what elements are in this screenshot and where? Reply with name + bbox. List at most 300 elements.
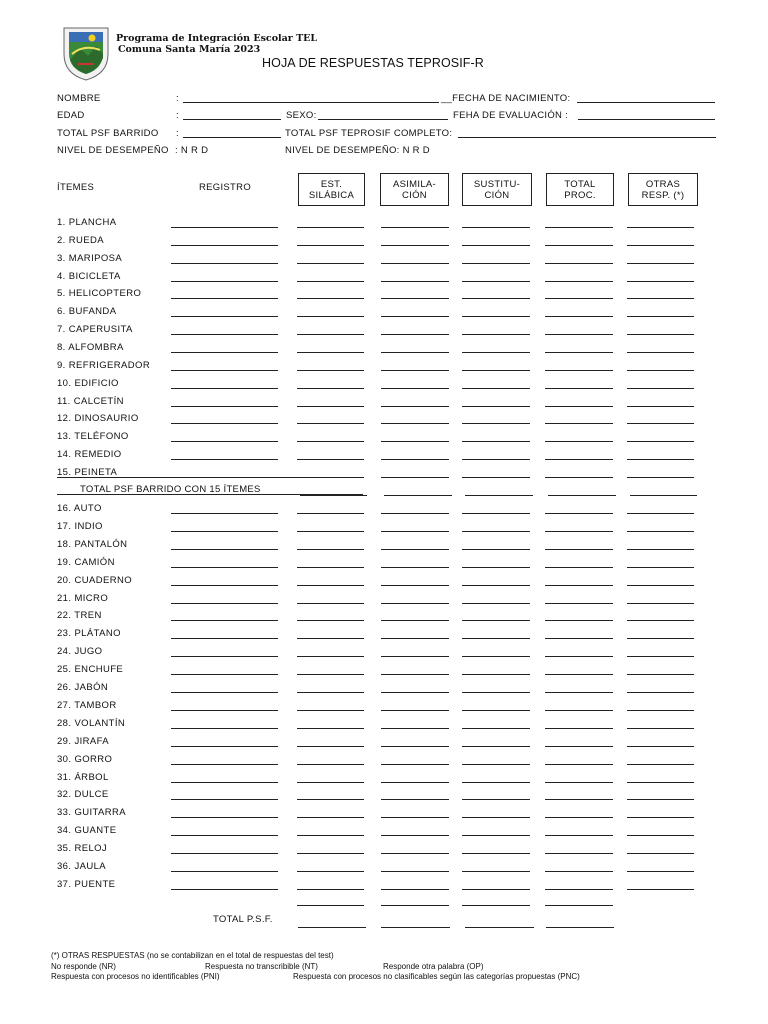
footer-pnc: Respuesta con procesos no clasificables según las categorías propuestas (PNC): [293, 972, 580, 981]
total-psf-field[interactable]: [381, 927, 450, 928]
score-field[interactable]: [297, 656, 364, 657]
score-field[interactable]: [297, 477, 364, 478]
score-field[interactable]: [462, 513, 530, 514]
score-field[interactable]: [381, 370, 449, 371]
score-field[interactable]: [381, 281, 449, 282]
score-field[interactable]: [545, 549, 613, 550]
item-label: 16. AUTO: [57, 503, 102, 514]
item-label: 17. INDIO: [57, 521, 103, 532]
score-field[interactable]: [381, 782, 449, 783]
score-field[interactable]: [381, 477, 449, 478]
subtotal-field[interactable]: [548, 495, 616, 496]
subtotal-field[interactable]: [384, 495, 452, 496]
score-field[interactable]: [297, 567, 364, 568]
score-field[interactable]: [627, 567, 694, 568]
col-sustitucion: [462, 173, 532, 206]
score-field[interactable]: [381, 334, 449, 335]
item-label: 12. DINOSAURIO: [57, 413, 139, 424]
score-field[interactable]: [381, 853, 449, 854]
score-field[interactable]: [297, 316, 364, 317]
registro-field[interactable]: [171, 603, 278, 604]
footer-nt: Respuesta no transcribible (NT): [205, 962, 318, 971]
col-otras-label: OTRAS RESP. (*): [641, 179, 685, 201]
edad-field[interactable]: [183, 119, 281, 120]
registro-field[interactable]: [171, 585, 278, 586]
registro-field[interactable]: [171, 853, 278, 854]
score-field[interactable]: [462, 603, 530, 604]
score-field[interactable]: [381, 585, 449, 586]
score-field[interactable]: [297, 263, 364, 264]
score-field[interactable]: [545, 531, 613, 532]
score-field[interactable]: [381, 638, 449, 639]
score-field[interactable]: [545, 441, 613, 442]
score-field[interactable]: [545, 638, 613, 639]
item-label: 26. JABÓN: [57, 682, 109, 693]
score-field[interactable]: [297, 853, 364, 854]
score-field[interactable]: [627, 281, 694, 282]
score-field[interactable]: [297, 441, 364, 442]
score-field[interactable]: [462, 728, 530, 729]
item-label: 29. JIRAFA: [57, 736, 110, 747]
subtotal-underline: [57, 494, 363, 495]
item-label: 21. MICRO: [57, 593, 109, 604]
item-label: 8. ALFOMBRA: [57, 342, 124, 353]
score-field[interactable]: [462, 835, 530, 836]
score-field[interactable]: [381, 746, 449, 747]
score-field[interactable]: [545, 905, 613, 906]
label-sexo: SEXO:: [286, 110, 317, 121]
score-field[interactable]: [627, 889, 694, 890]
score-field[interactable]: [627, 853, 694, 854]
score-field[interactable]: [627, 674, 694, 675]
registro-field[interactable]: [171, 352, 278, 353]
item-label: 25. ENCHUFE: [57, 664, 124, 675]
score-field[interactable]: [297, 459, 364, 460]
registro-field[interactable]: [171, 423, 278, 424]
score-field[interactable]: [297, 531, 364, 532]
item-label: 2. RUEDA: [57, 235, 105, 246]
score-field[interactable]: [462, 782, 530, 783]
nombre-field[interactable]: [183, 102, 439, 103]
score-field[interactable]: [627, 799, 694, 800]
score-field[interactable]: [462, 388, 530, 389]
registro-field[interactable]: [171, 728, 278, 729]
score-field[interactable]: [381, 905, 449, 906]
score-field[interactable]: [627, 388, 694, 389]
score-field[interactable]: [381, 423, 449, 424]
score-field[interactable]: [627, 513, 694, 514]
registro-field[interactable]: [171, 799, 278, 800]
registro-field[interactable]: [171, 227, 278, 228]
total-psf-field[interactable]: [298, 927, 366, 928]
score-field[interactable]: [627, 441, 694, 442]
score-field[interactable]: [545, 889, 613, 890]
score-field[interactable]: [627, 692, 694, 693]
registro-field[interactable]: [171, 567, 278, 568]
score-field[interactable]: [297, 227, 364, 228]
score-field[interactable]: [545, 692, 613, 693]
score-field[interactable]: [462, 710, 530, 711]
score-field[interactable]: [297, 549, 364, 550]
score-field[interactable]: [297, 298, 364, 299]
item-label: 6. BUFANDA: [57, 306, 117, 317]
item-label: 23. PLÁTANO: [57, 628, 121, 639]
item-label: 13. TELÉFONO: [57, 431, 129, 442]
score-field[interactable]: [627, 782, 694, 783]
score-field[interactable]: [627, 728, 694, 729]
score-field[interactable]: [381, 603, 449, 604]
fecha-nacimiento-field[interactable]: [577, 102, 715, 103]
score-field[interactable]: [545, 853, 613, 854]
score-field[interactable]: [545, 459, 613, 460]
score-field[interactable]: [381, 835, 449, 836]
score-field[interactable]: [545, 298, 613, 299]
score-field[interactable]: [627, 370, 694, 371]
score-field[interactable]: [297, 352, 364, 353]
score-field[interactable]: [545, 799, 613, 800]
score-field[interactable]: [297, 245, 364, 246]
registro-field[interactable]: [171, 263, 278, 264]
score-field[interactable]: [381, 441, 449, 442]
score-field[interactable]: [545, 370, 613, 371]
score-field[interactable]: [297, 817, 364, 818]
score-field[interactable]: [545, 835, 613, 836]
subtotal-field[interactable]: [300, 495, 367, 496]
score-field[interactable]: [627, 835, 694, 836]
label-total-psf-barrido: TOTAL PSF BARRIDO: [57, 128, 159, 139]
item-label: 24. JUGO: [57, 646, 103, 657]
score-field[interactable]: [381, 567, 449, 568]
score-field[interactable]: [462, 656, 530, 657]
score-field[interactable]: [545, 477, 613, 478]
score-field[interactable]: [462, 638, 530, 639]
program-name: [116, 33, 317, 55]
item-label: 18. PANTALÓN: [57, 539, 128, 550]
score-field[interactable]: [627, 620, 694, 621]
score-field[interactable]: [381, 388, 449, 389]
score-field[interactable]: [462, 370, 530, 371]
total-psf-field[interactable]: [546, 927, 614, 928]
item-label: 33. GUITARRA: [57, 807, 127, 818]
score-field[interactable]: [462, 441, 530, 442]
col-est-label: EST. SILÁBICA: [308, 179, 355, 201]
registro-field[interactable]: [171, 370, 278, 371]
registro-field[interactable]: [171, 531, 278, 532]
score-field[interactable]: [627, 298, 694, 299]
score-field[interactable]: [462, 905, 530, 906]
score-field[interactable]: [297, 710, 364, 711]
score-field[interactable]: [462, 316, 530, 317]
registro-field[interactable]: [171, 889, 278, 890]
registro-field[interactable]: [171, 388, 278, 389]
score-field[interactable]: [627, 531, 694, 532]
score-field[interactable]: [462, 692, 530, 693]
item-label: 11. CALCETÍN: [57, 396, 124, 407]
item-label: 30. GORRO: [57, 754, 113, 765]
item-label: 14. REMEDIO: [57, 449, 122, 460]
score-field[interactable]: [462, 871, 530, 872]
score-field[interactable]: [545, 817, 613, 818]
score-field[interactable]: [297, 513, 364, 514]
score-field[interactable]: [297, 871, 364, 872]
score-field[interactable]: [381, 227, 449, 228]
label-fecha-evaluacion: FEHA DE EVALUACIÓN :: [453, 110, 569, 121]
registro-field[interactable]: [171, 692, 278, 693]
score-field[interactable]: [545, 334, 613, 335]
footer-nr: No responde (NR): [51, 962, 116, 971]
score-field[interactable]: [381, 352, 449, 353]
registro-field[interactable]: [171, 441, 278, 442]
score-field[interactable]: [627, 638, 694, 639]
registro-field[interactable]: [171, 316, 278, 317]
score-field[interactable]: [297, 334, 364, 335]
item-label: 22. TREN: [57, 610, 102, 621]
page-title: HOJA DE RESPUESTAS TEPROSIF-R: [262, 56, 484, 70]
item-label: 9. REFRIGERADOR: [57, 360, 151, 371]
label-nivel-desempeno-2: NIVEL DE DESEMPEÑO: N R D: [285, 145, 430, 156]
score-field[interactable]: [297, 406, 364, 407]
score-field[interactable]: [545, 263, 613, 264]
score-field[interactable]: [545, 423, 613, 424]
score-field[interactable]: [462, 477, 530, 478]
score-field[interactable]: [545, 620, 613, 621]
label-nivel-desempeno: NIVEL DE DESEMPEÑO: [57, 145, 169, 156]
score-field[interactable]: [462, 298, 530, 299]
score-field[interactable]: [627, 334, 694, 335]
score-field[interactable]: [462, 459, 530, 460]
score-field[interactable]: [462, 746, 530, 747]
score-field[interactable]: [297, 370, 364, 371]
registro-field[interactable]: [171, 406, 278, 407]
label-total-psf-completo: TOTAL PSF TEPROSIF COMPLETO:: [285, 128, 453, 139]
score-field[interactable]: [381, 316, 449, 317]
item-label: 32. DULCE: [57, 789, 109, 800]
item-label: 10. EDIFICIO: [57, 378, 119, 389]
score-field[interactable]: [462, 406, 530, 407]
score-field[interactable]: [627, 764, 694, 765]
score-field[interactable]: [381, 728, 449, 729]
registro-field[interactable]: [171, 281, 278, 282]
registro-field[interactable]: [171, 459, 278, 460]
score-field[interactable]: [297, 764, 364, 765]
score-field[interactable]: [627, 656, 694, 657]
registro-field[interactable]: [171, 817, 278, 818]
score-field[interactable]: [297, 638, 364, 639]
score-field[interactable]: [462, 674, 530, 675]
score-field[interactable]: [545, 746, 613, 747]
score-field[interactable]: [627, 477, 694, 478]
registro-field[interactable]: [171, 620, 278, 621]
col-sust-label: SUSTITU- CIÓN: [473, 179, 521, 201]
score-field[interactable]: [545, 728, 613, 729]
score-field[interactable]: [381, 656, 449, 657]
score-field[interactable]: [545, 567, 613, 568]
score-field[interactable]: [627, 352, 694, 353]
score-field[interactable]: [381, 889, 449, 890]
score-field[interactable]: [627, 549, 694, 550]
score-field[interactable]: [297, 692, 364, 693]
registro-field[interactable]: [171, 764, 278, 765]
col-asimilacion: [380, 173, 449, 206]
registro-field[interactable]: [171, 871, 278, 872]
label-fecha-nacimiento: __FECHA DE NACIMIENTO:: [441, 93, 571, 104]
score-field[interactable]: [627, 710, 694, 711]
score-field[interactable]: [462, 567, 530, 568]
col-registro: REGISTRO: [199, 182, 252, 193]
score-field[interactable]: [545, 656, 613, 657]
score-field[interactable]: [462, 585, 530, 586]
registro-field[interactable]: [171, 549, 278, 550]
score-field[interactable]: [297, 603, 364, 604]
score-field[interactable]: [627, 423, 694, 424]
score-field[interactable]: [381, 871, 449, 872]
footer-pni: Respuesta con procesos no identificables (PNI): [51, 972, 220, 981]
score-field[interactable]: [297, 674, 364, 675]
score-field[interactable]: [545, 316, 613, 317]
score-field[interactable]: [627, 245, 694, 246]
score-field[interactable]: [462, 334, 530, 335]
score-field[interactable]: [627, 227, 694, 228]
registro-field[interactable]: [171, 746, 278, 747]
score-field[interactable]: [462, 227, 530, 228]
program-line: Programa de Integración Escolar TEL: [116, 33, 318, 44]
score-field[interactable]: [462, 245, 530, 246]
score-field[interactable]: [545, 388, 613, 389]
score-field[interactable]: [381, 710, 449, 711]
score-field[interactable]: [627, 406, 694, 407]
item-label: 34. GUANTE: [57, 825, 117, 836]
fecha-evaluacion-field[interactable]: [578, 119, 715, 120]
item-label: 35. RELOJ: [57, 843, 108, 854]
registro-field[interactable]: [171, 656, 278, 657]
comuna-line: Comuna Santa María 2023: [118, 44, 261, 55]
score-field[interactable]: [297, 423, 364, 424]
item-label: 37. PUENTE: [57, 879, 116, 890]
subtotal-field[interactable]: [630, 495, 697, 496]
score-field[interactable]: [627, 316, 694, 317]
item-label: 5. HELICOPTERO: [57, 288, 142, 299]
score-field[interactable]: [545, 227, 613, 228]
score-field[interactable]: [545, 674, 613, 675]
score-field[interactable]: [297, 281, 364, 282]
item-label: 20. CUADERNO: [57, 575, 133, 586]
score-field[interactable]: [381, 764, 449, 765]
score-field[interactable]: [545, 513, 613, 514]
registro-field[interactable]: [171, 782, 278, 783]
score-field[interactable]: [462, 817, 530, 818]
score-field[interactable]: [462, 423, 530, 424]
score-field[interactable]: [381, 513, 449, 514]
score-field[interactable]: [297, 835, 364, 836]
score-field[interactable]: [297, 799, 364, 800]
score-field[interactable]: [627, 585, 694, 586]
total-psf-completo-field[interactable]: [458, 137, 716, 138]
col-items: ÍTEMES: [57, 182, 95, 193]
score-field[interactable]: [545, 406, 613, 407]
score-field[interactable]: [627, 263, 694, 264]
score-field[interactable]: [545, 871, 613, 872]
total-psf-field[interactable]: [465, 927, 534, 928]
score-field[interactable]: [297, 905, 364, 906]
registro-field[interactable]: [171, 513, 278, 514]
score-field[interactable]: [381, 674, 449, 675]
registro-field[interactable]: [171, 334, 278, 335]
registro-field[interactable]: [171, 245, 278, 246]
total-psf-barrido-field[interactable]: [183, 137, 281, 138]
score-field[interactable]: [462, 263, 530, 264]
score-field[interactable]: [381, 263, 449, 264]
score-field[interactable]: [462, 281, 530, 282]
footer-note: (*) OTRAS RESPUESTAS (no se contabilizan en el total de respuestas del test): [51, 951, 334, 960]
score-field[interactable]: [381, 406, 449, 407]
score-field[interactable]: [627, 817, 694, 818]
score-field[interactable]: [462, 620, 530, 621]
registro-field[interactable]: [171, 710, 278, 711]
registro-field[interactable]: [171, 638, 278, 639]
score-field[interactable]: [545, 710, 613, 711]
item-label: 31. ÁRBOL: [57, 772, 109, 783]
score-field[interactable]: [381, 692, 449, 693]
score-field[interactable]: [545, 603, 613, 604]
score-field[interactable]: [297, 728, 364, 729]
score-field[interactable]: [381, 459, 449, 460]
score-field[interactable]: [381, 620, 449, 621]
score-field[interactable]: [381, 799, 449, 800]
score-field[interactable]: [462, 352, 530, 353]
score-field[interactable]: [297, 889, 364, 890]
score-field[interactable]: [381, 245, 449, 246]
score-field[interactable]: [627, 871, 694, 872]
subtotal-field[interactable]: [465, 495, 533, 496]
registro-field[interactable]: [171, 298, 278, 299]
sexo-field[interactable]: [318, 119, 448, 120]
score-field[interactable]: [381, 817, 449, 818]
col-asim-label: ASIMILA- CIÓN: [392, 179, 437, 201]
item-label: 3. MARIPOSA: [57, 253, 123, 264]
score-field[interactable]: [297, 388, 364, 389]
score-field[interactable]: [545, 764, 613, 765]
score-field[interactable]: [627, 746, 694, 747]
score-field[interactable]: [381, 549, 449, 550]
score-field[interactable]: [627, 459, 694, 460]
registro-field[interactable]: [171, 674, 278, 675]
score-field[interactable]: [545, 352, 613, 353]
score-field[interactable]: [297, 585, 364, 586]
score-field[interactable]: [381, 531, 449, 532]
score-field[interactable]: [545, 782, 613, 783]
score-field[interactable]: [297, 620, 364, 621]
score-field[interactable]: [462, 531, 530, 532]
score-field[interactable]: [381, 298, 449, 299]
score-field[interactable]: [545, 281, 613, 282]
score-field[interactable]: [297, 746, 364, 747]
item-label: 36. JAULA: [57, 861, 107, 872]
score-field[interactable]: [462, 764, 530, 765]
score-field[interactable]: [462, 799, 530, 800]
score-field[interactable]: [297, 782, 364, 783]
score-field[interactable]: [545, 585, 613, 586]
col-total-label: TOTAL PROC.: [564, 179, 596, 201]
score-field[interactable]: [545, 245, 613, 246]
item-label: 27. TAMBOR: [57, 700, 117, 711]
registro-field[interactable]: [171, 835, 278, 836]
subtotal-label: TOTAL PSF BARRIDO CON 15 ÍTEMES: [80, 484, 261, 495]
score-field[interactable]: [462, 889, 530, 890]
score-field[interactable]: [627, 603, 694, 604]
col-total-proc: [546, 173, 614, 206]
score-field[interactable]: [462, 549, 530, 550]
score-field[interactable]: [462, 853, 530, 854]
